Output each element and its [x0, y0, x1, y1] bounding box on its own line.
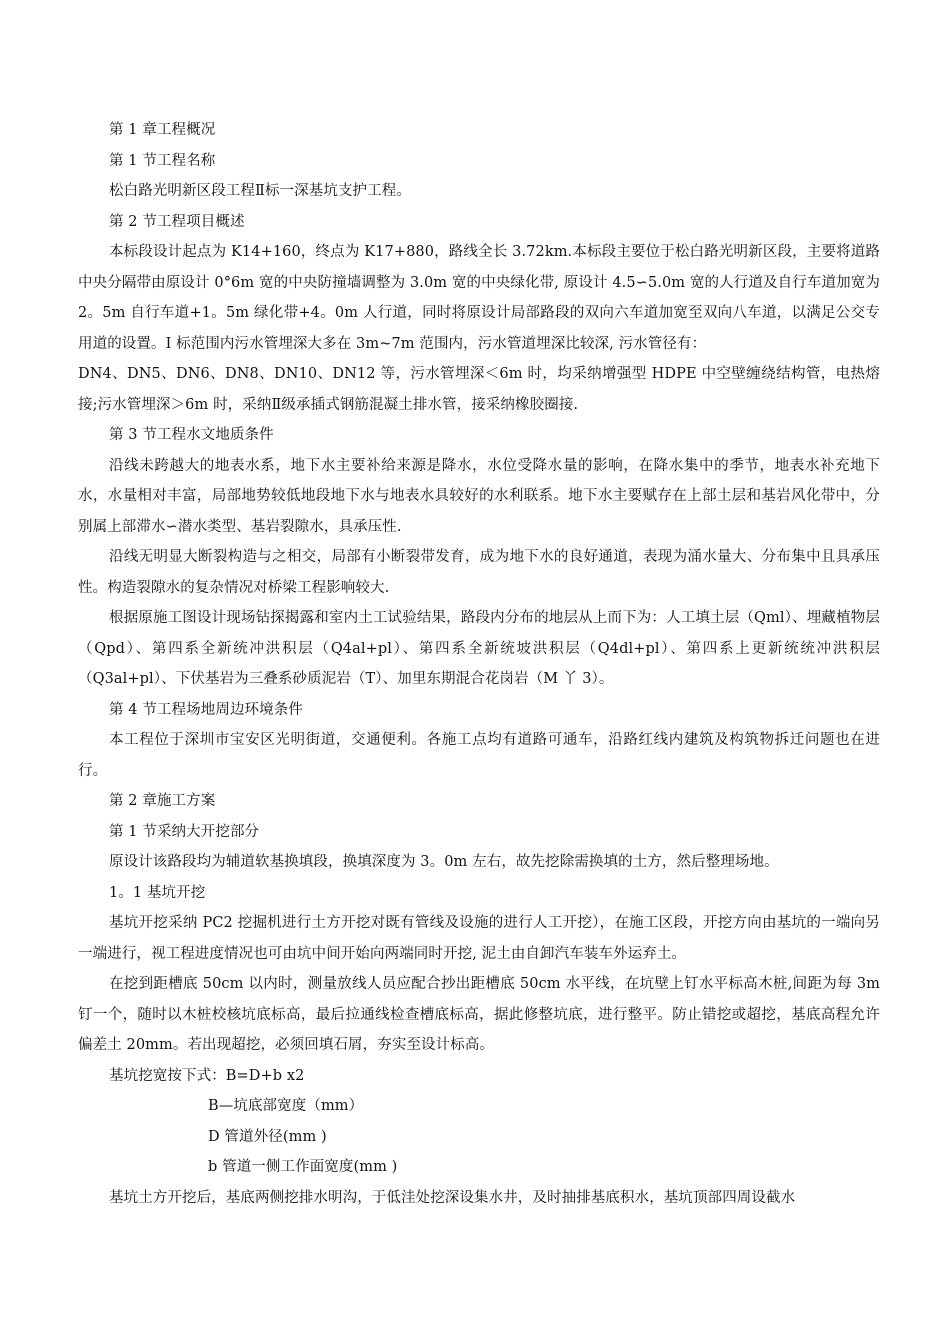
excavation-intro-paragraph: 原设计该路段均为辅道软基换填段，换填深度为 3。0m 左右，故先挖除需换填的土方，然后整理场地。: [109, 854, 779, 870]
formula-def-b: B—坑底部宽度（mm）: [208, 1098, 364, 1114]
site-environment-paragraph: 本工程位于深圳市宝安区光明街道，交通便利。各施工点均有道路可通车，沿路红线内建筑及构筑物拆迁问题也在进行。: [78, 732, 880, 779]
chapter-1-heading: 第 1 章工程概况: [109, 122, 216, 138]
width-formula-intro: 基坑挖宽按下式：B=D+b x2: [109, 1067, 305, 1084]
section-1-4-heading: 第 4 节工程场地周边环境条件: [109, 701, 303, 718]
geology-layers-paragraph: 根据原施工图设计现场钻探揭露和室内土工试验结果，路段内分布的地层从上而下为：人工填土层（Qml）、埋藏植物层（Qpd）、第四系全新统冲洪积层（Q4al+pl）、第四系全新统坡洪积层（Q4dl+pl）、第四系上更新统统冲洪积层（Q3al+pl）、下伏基岩为三叠系砂质泥岩（T）、加里东期混合花岗岩（M 丫 3）。: [78, 610, 880, 687]
formula-def-work-width: b 管道一侧工作面宽度(mm ): [208, 1159, 398, 1175]
excavation-elevation-paragraph: 在挖到距槽底 50cm 以内时，测量放线人员应配合抄出距槽底 50cm 水平线，在坑壁上钉水平标高木桩,间距为每 3m 钉一个，随时以木桩校核坑底标高，最后拉通线检查槽底标高，据此修整坑底，进行整平。防止错挖或超挖，基底高程允许偏差土 20mm。若出现超挖，必须回填石屑，夯实至设计标高。: [78, 976, 880, 1053]
hydrology-paragraph-1: 沿线未跨越大的地表水系，地下水主要补给来源是降水，水位受降水量的影响，在降水集中的季节，地表水补充地下水，水量相对丰富，局部地势较低地段地下水与地表水具较好的水利联系。地下水主要赋存在上部土层和基岩风化带中，分别属上部滞水∽潜水类型、基岩裂隙水，具承压性.: [78, 457, 880, 535]
section-1-1-heading: 第 1 节工程名称: [109, 152, 216, 169]
drainage-paragraph: 基坑土方开挖后，基底两侧挖排水明沟，于低洼处挖深设集水井，及时抽排基底积水，基坑顶部四周设截水: [109, 1189, 796, 1206]
project-name-paragraph: 松白路光明新区段工程Ⅱ标一深基坑支护工程。: [109, 183, 411, 199]
section-2-1-heading: 第 1 节采纳大开挖部分: [109, 823, 260, 840]
subsection-1-1-heading: 1。1 基坑开挖: [109, 884, 206, 901]
chapter-2-heading: 第 2 章施工方案: [109, 793, 216, 809]
hydrology-paragraph-2: 沿线无明显大断裂构造与之相交，局部有小断裂带发育，成为地下水的良好通道，表现为涌水量大、分布集中且具承压性。构造裂隙水的复杂情况对桥梁工程影响较大.: [78, 549, 880, 596]
section-1-2-heading: 第 2 节工程项目概述: [109, 213, 245, 230]
formula-def-d: D 管道外径(mm ): [208, 1128, 327, 1145]
section-1-3-heading: 第 3 节工程水文地质条件: [109, 427, 274, 443]
pipe-spec-paragraph: DN4、DN5、DN6、DN8、DN10、DN12 等，污水管埋深＜6m 时，均采纳增强型 HDPE 中空壁缠绕结构管，电热熔接;污水管埋深＞6m 时，采纳Ⅱ级承插式钢筋混凝土排水管，接采纳橡胶圈接.: [78, 366, 881, 413]
excavation-method-paragraph: 基坑开挖采纳 PC2 挖掘机进行土方开挖对既有管线及设施的进行人工开挖），在施工区段，开挖方向由基坑的一端向另一端进行，视工程进度情况也可由坑中间开始向两端同时开挖, 泥土由自卸汽车装车外运弃土。: [78, 915, 880, 962]
project-overview-paragraph: 本标段设计起点为 K14+160，终点为 K17+880，路线全长 3.72km.本标段主要位于松白路光明新区段，主要将道路中央分隔带由原设计 0°6m 宽的中央防撞墙调整为 3.0m 宽的中央绿化带, 原设计 4.5∽5.0m 宽的人行道及自行车道加宽为 2。5m 自行车道+1。5m 绿化带+4。0m 人行道，同时将原设计局部路段的双向六车道加宽至双向八车道，以满足公交专用道的设置。I 标范围内污水管埋深大多在 3m~7m 范围内，污水管道埋深比较深, 污水管径有：: [78, 244, 880, 352]
